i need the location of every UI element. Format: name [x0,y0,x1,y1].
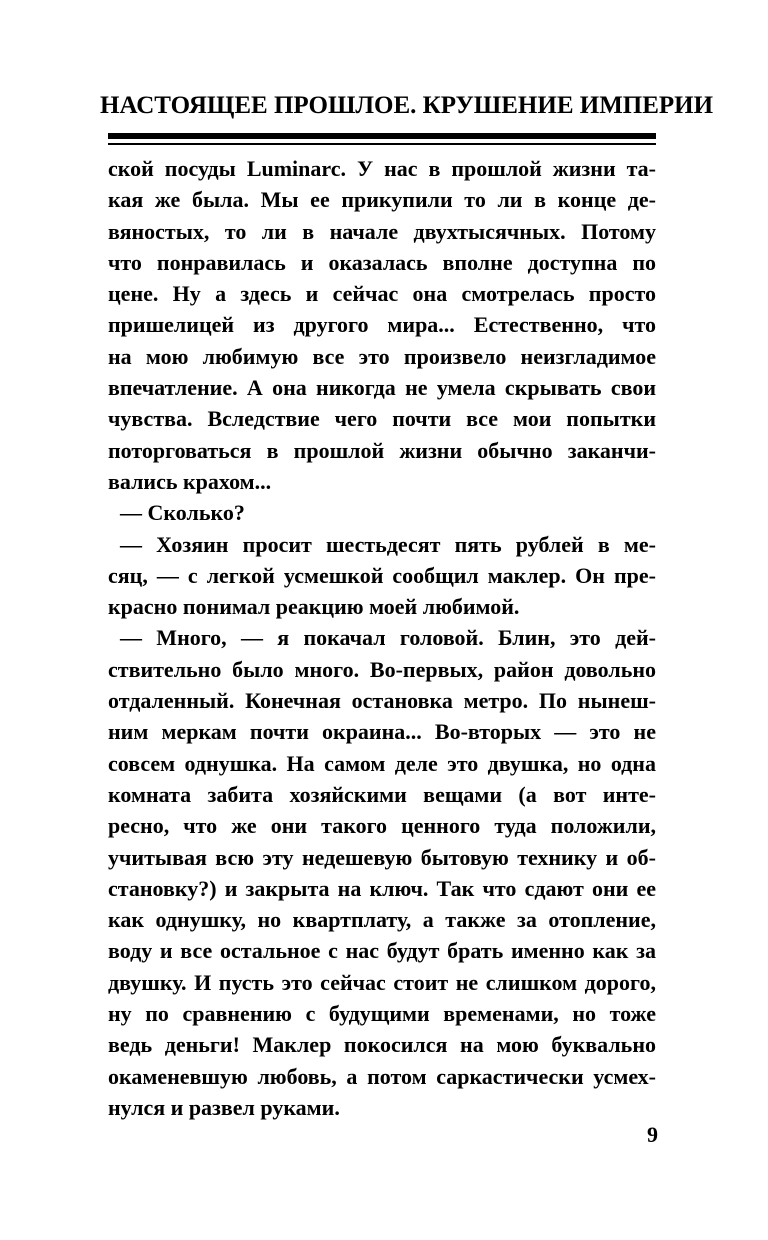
text-line: ствительно было много. Во-первых, район довольно [108,656,656,682]
text-line: поторговаться в прошлой жизни обычно заканчи- [108,437,656,463]
text-line: двушку. И пусть это сейчас стоит не слишком дорого, [108,969,656,995]
dialogue-line: — Хозяин просит шестьдесят пять рублей в ме- [120,531,656,557]
text-line: на мою любимую все это произвело неизгладимое [108,343,656,369]
text-line: сяц, — с легкой усмешкой сообщил маклер. Он пре- [108,562,656,588]
page-number: 9 [647,1122,658,1147]
text-line: пришелицей из другого мира... Естественно, что [108,312,656,338]
dialogue-line: — Сколько? [120,500,245,526]
text-line: воду и все остальное с нас будут брать именно как за [108,938,656,964]
header-rule-thick [108,133,656,139]
page-body [108,153,656,1123]
text-line: как однушку, но квартплату, а также за отопление, [108,907,656,933]
text-line: ну по сравнению с будущими временами, но тоже [108,1001,656,1027]
text-line: кая же была. Мы ее прикупили то ли в конце де- [108,187,656,213]
text-line: что понравилась и оказалась вполне доступна по [108,249,656,275]
text-line: ведь деньги! Маклер покосился на мою буквально [108,1032,656,1058]
header-rule-thin [108,143,656,145]
text-line: совсем однушка. На самом деле это двушка, но одна [108,750,656,776]
text-line: нулся и развел руками. [108,1094,340,1120]
text-line: красно понимал реакцию моей любимой. [108,594,520,620]
text-line: окаменевшую любовь, а потом саркастически усмех- [108,1063,656,1089]
text-line: чувства. Вследствие чего почти все мои попытки [108,406,656,432]
running-title: НАСТОЯЩЕЕ ПРОШЛОЕ. КРУШЕНИЕ ИМПЕРИИ [100,92,714,119]
text-line: ресно, что же они такого ценного туда положили, [108,813,656,839]
text-line: ним меркам почти окраина... Во-вторых — это не [108,719,656,745]
text-line: становку?) и закрыта на ключ. Так что сдают они ее [108,875,656,901]
text-line: вяностых, то ли в начале двухтысячных. Потому [108,218,656,244]
text-line: впечатление. А она никогда не умела скрывать свои [108,375,656,401]
text-line: комната забита хозяйскими вещами (а вот инте- [108,781,656,807]
text-line: ской посуды Luminarc. У нас в прошлой жизни та- [108,156,656,181]
text-line: учитывая всю эту недешевую бытовую технику и об- [108,844,656,870]
text-line: вались крахом... [108,468,272,494]
text-line: отдаленный. Конечная остановка метро. По нынеш- [108,688,656,714]
dialogue-line: — Много, — я покачал головой. Блин, это дей- [120,625,656,651]
text-line: цене. Ну а здесь и сейчас она смотрелась просто [108,281,656,307]
